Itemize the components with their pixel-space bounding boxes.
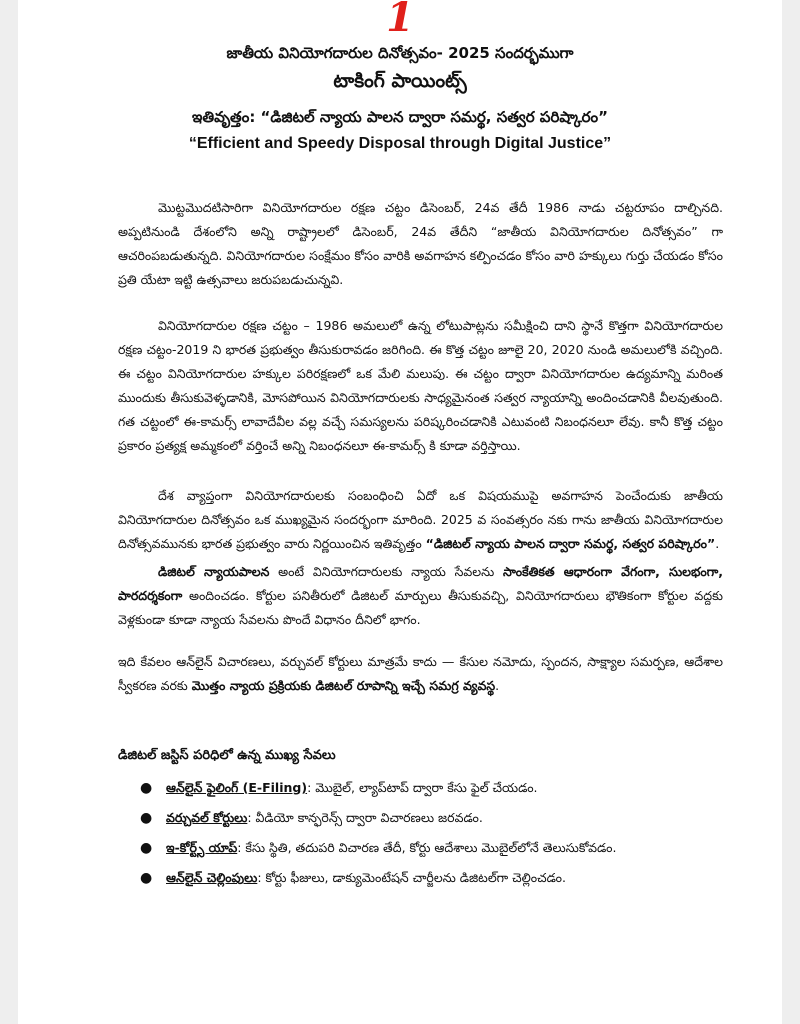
list-item [140, 867, 700, 889]
paragraph-comprehensive-system [118, 650, 723, 698]
service-name: వర్చువల్ కోర్టులు [166, 810, 248, 825]
digital-justice-text-2: అందించడం. కోర్టుల పనితీరులో డిజిటల్ మార్పులు తీసుకువచ్చి, వినియోగదారులు భౌతికంగా కోర్టుల వద్దకు వెళ్లకుండా కూడా న్యాయ సేవలను పొందే విధానం దీనిలో భాగం. [118, 588, 723, 627]
system-text: ఇది కేవలం ఆన్‌లైన్ విచారణలు, వర్చువల్ కోర్టులు మాత్రమే కాదు — కేసుల నమోదు, స్పందన, సాక్ష్యాల సమర్పణ, ఆదేశాల స్వీకరణ వరకు [118, 654, 723, 693]
document-page [18, 0, 782, 1024]
list-item [140, 807, 700, 829]
paragraph-act-2019-text: వినియోగదారుల రక్షణ చట్టం – 1986 అమలులో ఉన్న లోటుపాట్లను సమీక్షించి దాని స్థానే కొత్తగా వినియోగదారుల రక్షణ చట్టం-2019 ని భారత ప్రభుత్వం తీసుకురావడం జరిగింది. ఈ కొత్త చట్టం జూలై 20, 2020 నుండి అమలులోకి వచ్చింది. ఈ చట్టం వినియోగదారుల హక్కుల పరిరక్షణలో ఒక మేలి మలుపు. ఈ చట్టం ద్వారా వినియోగదారుల ఉద్యమాన్ని మరింత ముందుకు తీసుకువెళ్ళడానికి, మోసపోయిన వినియోగదారులకు సాధ్యమైనంత సత్వర న్యాయాన్ని అందించడానికి వీలవుతుంది. గత చట్టంలో ఈ-కామర్స్ లావాదేవీల వల్ల వచ్చే సమస్యలను పరిష్కరించడానికి ఎటువంటి నిబంధనలూ లేవు. కానీ కొత్త చట్టం ప్రకారం ప్రత్యక్ష అమ్మకంలో వర్తించే అన్ని నిబంధనలూ ఈ-కామర్స్ కి కూడా వర్తిస్తాయి. [118, 318, 723, 453]
heading-theme-telugu: ఇతివృత్తం: “డిజిటల్ న్యాయ పాలన ద్వారా సమర్థ, సత్వర పరిష్కారం” [192, 108, 608, 126]
paragraph-history-text: మొట్టమొదటిసారిగా వినియోగదారుల రక్షణ చట్టం డిసెంబర్, 24వ తేదీ 1986 నాడు చట్టరూపం దాల్చినది. అప్పటినుండి దేశంలోని అన్ని రాష్ట్రాలలో డిసెంబర్, 24వ తేదీని “జాతీయ వినియోగదారుల దినోత్సవం” గా ఆచరింపబడుతున్నది. వినియోగదారుల సంక్షేమం కోసం వారికి అవగాహన కల్పించడం కోసం వారి హక్కులు గుర్తు చేయడం కోసం ప్రతి యేటా ఇట్టి ఉత్సవాలు జరుపబడుచున్నవి. [118, 200, 723, 287]
system-highlight: మొత్తం న్యాయ ప్రక్రియకు డిజిటల్ రూపాన్ని ఇచ్చే సమగ్ర వ్యవస్థ [191, 678, 496, 693]
list-item [140, 777, 700, 799]
heading-title: టాకింగ్ పాయింట్స్ [333, 70, 467, 92]
service-desc: : కేసు స్థితి, తదుపరి విచారణ తేదీ, కోర్టు ఆదేశాలు మొబైల్‌లోనే తెలుసుకోవడం. [237, 840, 617, 855]
digital-justice-term: డిజిటల్ న్యాయపాలన [158, 564, 270, 579]
service-name: ఇ-కోర్ట్స్ యాప్ [166, 840, 238, 855]
system-end: . [495, 678, 500, 693]
bullet-icon: ● [140, 840, 153, 856]
paragraph-theme-text: దేశ వ్యాప్తంగా వినియోగదారులకు సంబంధించి ఏదో ఒక విషయముపై అవగాహన పెంచేందుకు జాతీయ వినియోగదారుల దినోత్సవం ఒక ముఖ్యమైన సందర్భంగా మారింది. 2025 వ సంవత్సరం నకు గాను జాతీయ వినియోగదారుల దినోత్సవమునకు భారత ప్రభుత్వం వారు నిర్ణయించిన ఇతివృత్తం [118, 488, 723, 551]
digital-justice-highlight: సాంకేతికత ఆధారంగా వేగంగా, సులభంగా, పారదర్శకంగా [118, 564, 723, 603]
service-name: ఆన్‌లైన్ చెల్లింపులు [166, 870, 258, 885]
heading-occasion: జాతీయ వినియోగదారుల దినోత్సవం- 2025 సందర్భముగా [226, 44, 574, 62]
digital-justice-text-1: అంటే వినియోగదారులకు న్యాయ సేవలను [269, 564, 503, 579]
bullet-icon: ● [140, 780, 153, 796]
paragraph-theme-highlight: “డిజిటల్ న్యాయ పాలన ద్వారా సమర్థ, సత్వర పరిష్కారం” [425, 536, 716, 551]
page-number: 1 [386, 0, 414, 41]
service-name: ఆన్‌లైన్ ఫైలింగ్ (E-Filing) [166, 780, 308, 795]
paragraph-act-2019 [118, 314, 723, 458]
bullet-icon: ● [140, 870, 153, 886]
services-title: డిజిటల్ జస్టిస్ పరిధిలో ఉన్న ముఖ్య సేవలు [118, 748, 336, 763]
services-list [140, 777, 700, 897]
service-desc: : కోర్టు ఫీజులు, డాక్యుమెంటేషన్ చార్జీలను డిజిటల్‌గా చెల్లించడం. [257, 870, 566, 885]
heading-theme-english: “Efficient and Speedy Disposal through Digital Justice” [188, 135, 612, 152]
bullet-icon: ● [140, 810, 153, 826]
list-item [140, 837, 700, 859]
paragraph-theme-2025 [118, 484, 723, 556]
paragraph-digital-justice [118, 560, 723, 632]
paragraph-history [118, 196, 723, 292]
service-desc: : వీడియో కాన్ఫరెన్స్ ద్వారా విచారణలు జరవడం. [247, 810, 483, 825]
paragraph-theme-end: . [715, 536, 720, 551]
service-desc: : మొబైల్, ల్యాప్‌టాప్ ద్వారా కేసు ఫైల్ చేయడం. [307, 780, 538, 795]
